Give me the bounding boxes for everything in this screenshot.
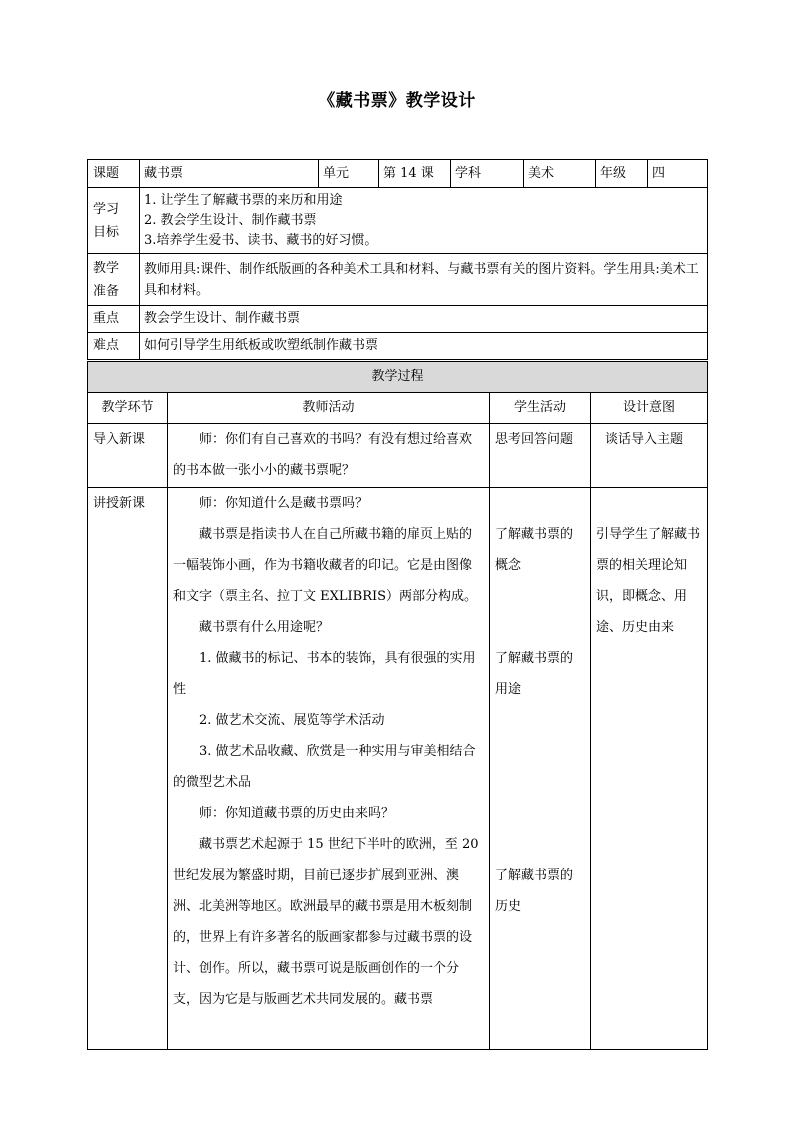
objectives-list [140,188,708,254]
header-stage: 教学环节 [88,393,168,424]
intro-stage: 导入新课 [88,424,168,488]
subject-value: 美术 [524,160,596,188]
student-activity: 了解藏书票的概念 [495,527,574,573]
intent-text: 引导学生了解藏书票的相关理论知识，即概念、用途、历史由来 [596,527,701,635]
prep-label-line: 准备 [93,283,120,299]
prep-text: 教师用具:课件、制作纸版画的各种美术工具和材料、与藏书票有关的图片资料。学生用具:美术工具和材料。 [140,254,708,306]
prep-label [88,254,140,306]
key-point-label: 重点 [88,306,140,333]
subject-label: 学科 [451,160,524,188]
lecture-student [490,488,591,1050]
difficulty-label: 难点 [88,333,140,360]
header-intent: 设计意图 [591,393,708,424]
student-activity: 了解藏书票的用途 [495,651,574,697]
intro-teacher: 师：你们有自己喜欢的书吗？有没有想过给喜欢的书本做一张小小的藏书票呢？ [168,424,490,488]
header-teacher: 教师活动 [168,393,490,424]
unit-value: 第 14 课 [379,160,451,188]
spacer [495,581,585,643]
teacher-paragraph: 1. 做藏书的标记、书本的装饰，具有很强的实用性 [173,651,476,697]
topic-value: 藏书票 [140,160,319,188]
grade-label: 年级 [596,160,648,188]
spacer [495,488,585,519]
document-title: 《藏书票》教学设计 [318,91,476,111]
grade-value: 四 [648,160,708,188]
objective-item: 2. 教会学生设计、制作藏书票 [144,212,317,228]
teacher-paragraph: 3. 做艺术品收藏、欣赏是一种实用与审美相结合的微型艺术品 [173,744,476,790]
process-title: 教学过程 [88,362,708,393]
teacher-paragraph: 藏书票有什么用途呢？ [199,620,330,635]
unit-label: 单元 [319,160,379,188]
intro-intent: 谈话导入主题 [591,424,708,488]
teacher-paragraph: 2. 做艺术交流、展览等学术活动 [199,713,385,728]
lecture-teacher [168,488,490,1050]
objectives-label [88,188,140,254]
objectives-label-line: 学习 [93,201,120,217]
lecture-intent [591,488,708,1050]
lesson-info-table [87,159,708,360]
teacher-paragraph: 藏书票艺术起源于 15 世纪下半叶的欧洲，至 20 世纪发展为繁盛时期，目前已逐步扩展到亚洲、澳洲、北美洲等地区。欧洲最早的藏书票是用木板刻制的，世界上有许多著名的版画家都参与过藏书票的设计、创作。所以，藏书票可说是版画创作的一个分支，因为它是与版画艺术共同发展的。藏书票 [173,837,479,1007]
intro-student: 思考回答问题 [490,424,591,488]
student-activity: 了解藏书票的历史 [495,868,574,914]
lecture-stage: 讲授新课 [88,488,168,1050]
spacer [596,488,702,519]
objective-item: 1. 让学生了解藏书票的来历和用途 [144,192,343,208]
objective-item: 3.培养学生爱书、读书、藏书的好习惯。 [144,232,378,248]
teacher-paragraph: 师：你知道藏书票的历史由来吗？ [199,806,395,821]
topic-label: 课题 [88,160,140,188]
prep-label-line: 教学 [93,260,120,276]
teaching-process-table [87,361,708,1050]
difficulty-text: 如何引导学生用纸板或吹塑纸制作藏书票 [140,333,708,360]
teacher-paragraph: 藏书票是指读书人在自己所藏书籍的扉页上贴的一幅装饰小画，作为书籍收藏者的印记。它是由图像和文字（票主名、拉丁文 EXLIBRIS）两部分构成。 [173,527,478,604]
teacher-paragraph: 师：你知道什么是藏书票吗？ [199,496,369,511]
objectives-label-line: 目标 [93,224,120,240]
spacer [495,705,585,860]
header-student: 学生活动 [490,393,591,424]
key-point-text: 教会学生设计、制作藏书票 [140,306,708,333]
